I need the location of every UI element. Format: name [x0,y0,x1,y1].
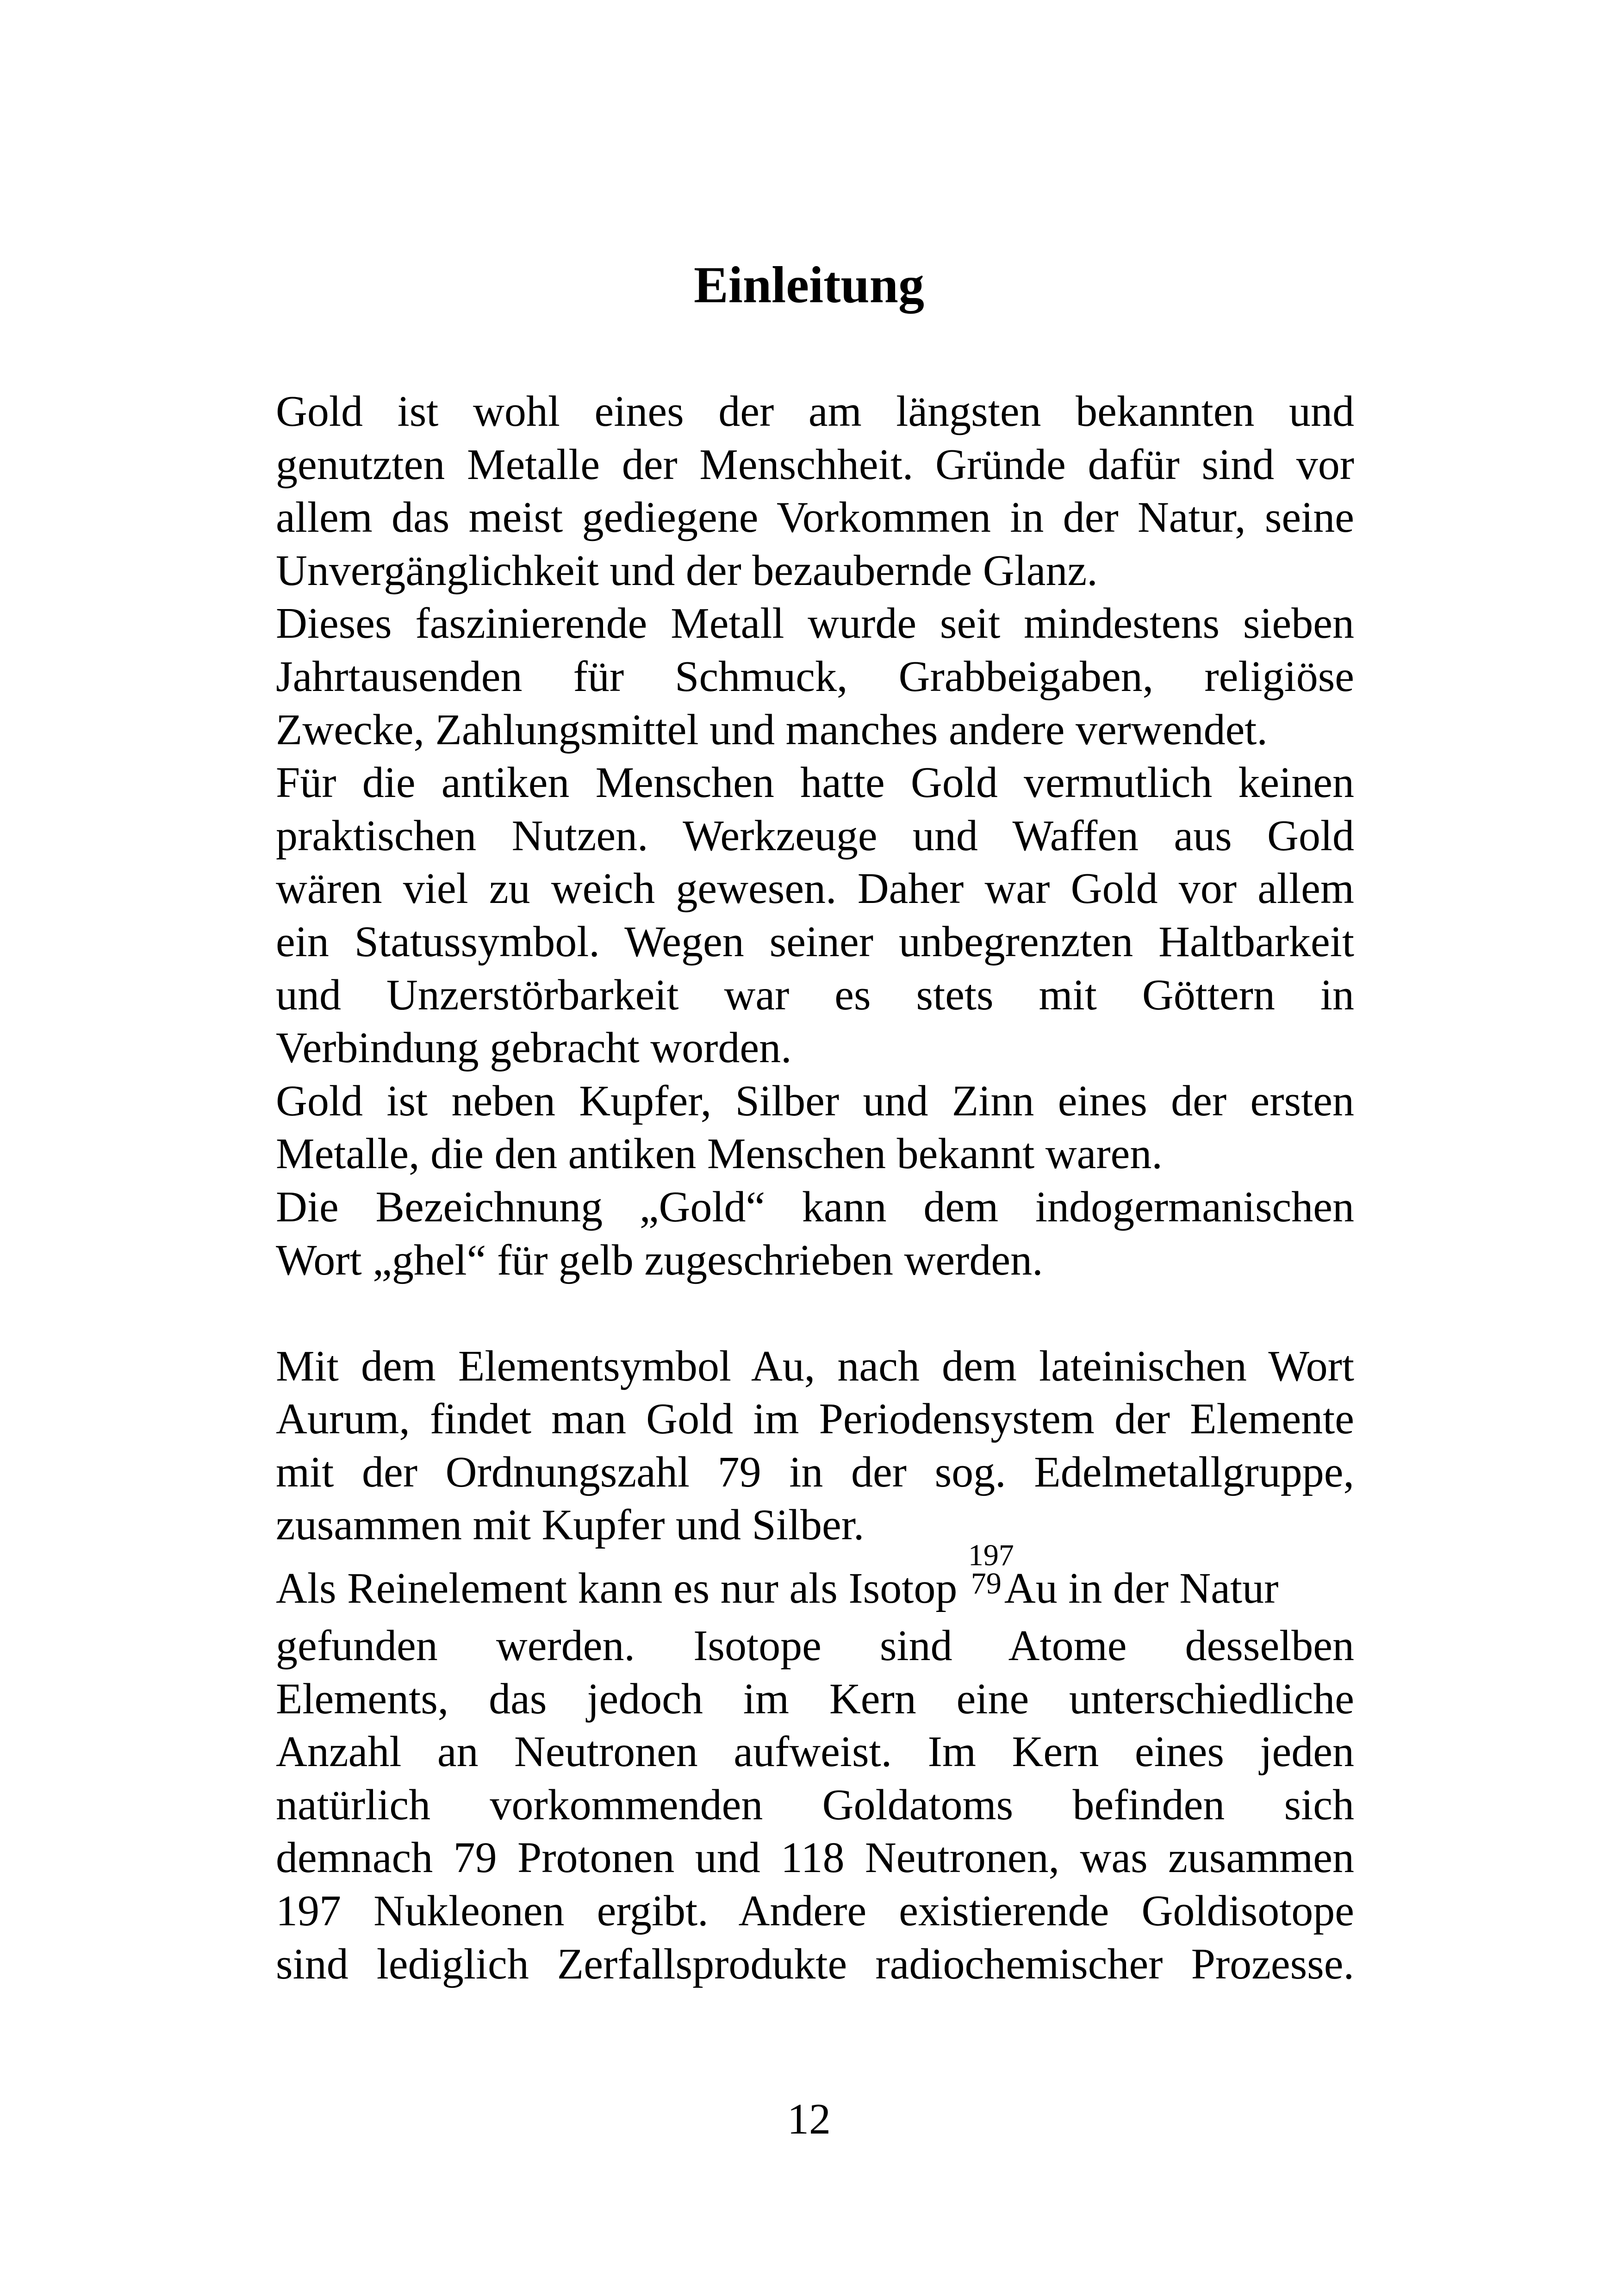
mass-number: 197 [968,1538,1014,1573]
text-line: Zwecke, Zahlungsmittel und manches andere verwendet. [276,705,1268,754]
isotope-notation [968,1538,1014,1603]
text-line: Unvergänglichkeit und der bezaubernde Glanz. [276,546,1098,595]
text-line: demnach 79 Protonen und 118 Neutronen, was zusammen [276,1834,1354,1882]
text-line: zusammen mit Kupfer und Silber. [276,1501,865,1549]
text-line: Wort „ghel“ für gelb zugeschrieben werden. [276,1236,1043,1284]
text-line: Gold ist wohl eines der am längsten bekannten und [276,387,1354,436]
text-line: Für die antiken Menschen hatte Gold vermutlich keinen [276,759,1354,807]
text-line: Gold ist neben Kupfer, Silber und Zinn eines der ersten [276,1076,1354,1125]
text-line: Aurum, findet man Gold im Periodensystem der Elemente [276,1395,1354,1444]
isotope-line-after: in der Natur [1057,1564,1279,1613]
text-line: gefunden werden. Isotope sind Atome desselben [276,1622,1354,1670]
text-line: Metalle, die den antiken Menschen bekannt waren. [276,1130,1163,1178]
isotope-line [276,1538,1354,1619]
element-symbol: Au [1004,1564,1058,1613]
text-line: 197 Nukleonen ergibt. Andere existierende Goldisotope [276,1887,1354,1935]
text-line: wären viel zu weich gewesen. Daher war Gold vor allem [276,865,1354,913]
text-line: ein Statussymbol. Wegen seiner unbegrenzten Haltbarkeit [276,917,1354,966]
text-line: Dieses faszinierende Metall wurde seit mindestens sieben [276,599,1354,648]
text-line: mit der Ordnungszahl 79 in der sog. Edelmetallgruppe, [276,1448,1354,1496]
text-line: allem das meist gediegene Vorkommen in der Natur, seine [276,493,1354,542]
page-number: 12 [787,2095,831,2143]
text-line: Anzahl an Neutronen aufweist. Im Kern eines jeden [276,1728,1354,1776]
text-line: Die Bezeichnung „Gold“ kann dem indogermanischen [276,1182,1354,1231]
text-line: genutzten Metalle der Menschheit. Gründe dafür sind vor [276,440,1354,489]
text-line: und Unzerstörbarkeit war es stets mit Göttern in [276,971,1354,1019]
text-line: Jahrtausenden für Schmuck, Grabbeigaben, religiöse [276,652,1354,701]
page-title: Einleitung [694,256,924,314]
body-text [276,385,1354,1991]
paragraph-gap [276,1287,1354,1340]
text-line: natürlich vorkommenden Goldatoms befinden sich [276,1780,1354,1829]
isotope-line-before: Als Reinelement kann es nur als Isotop [276,1564,968,1613]
text-line: Verbindung gebracht worden. [276,1024,792,1072]
text-line: Mit dem Elementsymbol Au, nach dem lateinischen Wort [276,1342,1354,1390]
text-line: praktischen Nutzen. Werkzeuge und Waffen aus Gold [276,811,1354,860]
text-line: sind lediglich Zerfallsprodukte radiochemischer Prozesse. [276,1940,1354,1988]
text-line: Elements, das jedoch im Kern eine unterschiedliche [276,1674,1354,1723]
atomic-number: 79 [971,1566,1002,1600]
